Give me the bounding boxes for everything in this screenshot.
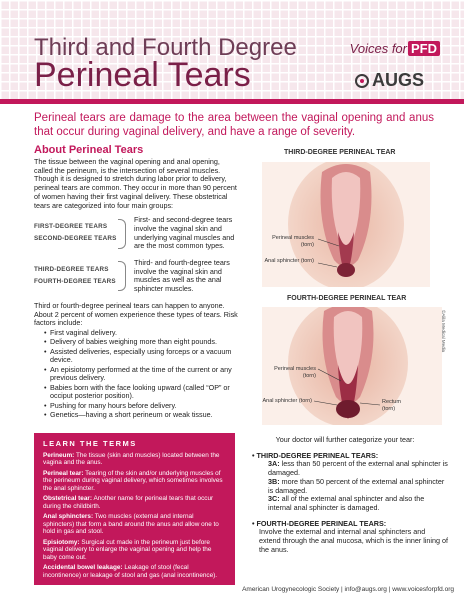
term-item bbox=[43, 495, 226, 510]
bracket bbox=[118, 261, 126, 291]
term-definition: Tearing of the skin and/or underlying muscles of the perineum during vaginal delivery, which sometimes involves the anal sphincter. bbox=[43, 469, 223, 492]
term-item bbox=[43, 564, 226, 579]
degree-group-1 bbox=[34, 216, 239, 251]
pfd-badge: PFD bbox=[408, 41, 440, 56]
title-line-1: Third and Fourth Degree bbox=[34, 34, 297, 61]
bracket bbox=[118, 219, 126, 249]
term-definition: Leakage of stool (fecal incontinence) or leakage of stool and gas (anal incontinence). bbox=[43, 564, 218, 579]
fourth-degree-desc: Involve the external and internal anal sphincters and extend through the anal mucosa, which is the inner lining of the anus. bbox=[259, 527, 448, 554]
term-definition: Another name for perineal tears that occur during the childbirth. bbox=[43, 495, 214, 510]
fourth-degree-label: FOURTH-DEGREE TEARS bbox=[34, 277, 116, 285]
term-name: Obstetrical tear: bbox=[43, 495, 93, 502]
sub-3a-text: less than 50 percent of the external anal sphincter is damaged. bbox=[268, 459, 448, 478]
terms-title: LEARN THE TERMS bbox=[43, 439, 137, 448]
term-item bbox=[43, 452, 226, 467]
about-section bbox=[34, 144, 239, 420]
risk-factor-item: • Delivery of babies weighing more than eight pounds. bbox=[44, 338, 239, 347]
footer-contact: American Urogynecologic Society | info@augs.org | www.voicesforpfd.org bbox=[242, 586, 454, 593]
third-degree-label: THIRD-DEGREE TEARS bbox=[34, 266, 109, 274]
sub-3c-text: all of the external anal sphincter and also the internal anal sphincter is damaged. bbox=[268, 494, 425, 512]
voices-for-pfd-logo bbox=[350, 41, 440, 56]
term-definition: Two muscles (external and internal sphincters) that form a band around the anus and allow one to hold in gas and stool. bbox=[43, 513, 219, 535]
about-paragraph-1: The tissue between the vaginal opening and anal opening, called the perineum, is the intersection of several muscles. Though it is designed to stretch during labor prior to delivery, perineal tears are common. They occur in more than 90 percent of women having their first vaginal delivery. These obstetrical tears are categorized into four main groups: bbox=[34, 157, 237, 210]
fourth-degree-heading: FOURTH-DEGREE PERINEAL TEARS: bbox=[256, 518, 387, 528]
term-name: Episiotomy: bbox=[43, 538, 80, 546]
term-item bbox=[43, 539, 226, 562]
term-item bbox=[43, 513, 226, 536]
risk-factor-item: • An episiotomy performed at the time of the current or any previous delivery. bbox=[44, 366, 239, 383]
term-name: Perineum: bbox=[43, 451, 75, 459]
degree-group-2-desc: Third- and fourth-degree tears involve the vaginal skin and muscles as well as the anal sphincter muscles. bbox=[134, 258, 230, 294]
categorize-section bbox=[252, 436, 448, 561]
intro-text: Perineal tears are damage to the area between the vaginal opening and anus that occur during vaginal delivery, and have a range of severity. bbox=[34, 112, 434, 138]
augs-logo-text: AUGS bbox=[371, 70, 424, 90]
term-name: Anal sphincters: bbox=[43, 513, 94, 520]
fourth-label-anal-sphincter: Anal sphincter (torn) bbox=[262, 398, 312, 404]
term-name: Accidental bowel leakage: bbox=[43, 564, 123, 571]
term-definition: Surgical cut made in the perineum just before vaginal delivery to enlarge the vaginal opening and help the baby come out. bbox=[43, 538, 212, 561]
voices-logo-text: Voices for bbox=[349, 41, 407, 56]
risk-factor-item: • First vaginal delivery. bbox=[44, 329, 239, 338]
augs-logo bbox=[355, 70, 424, 91]
term-name: Perineal tear: bbox=[43, 469, 84, 477]
risk-factor-list bbox=[34, 329, 239, 420]
risk-factor-item: • Genetics—having a short perineum or weak tissue. bbox=[44, 411, 239, 420]
risk-factor-item: • Babies born with the face looking upward (called “OP” or occiput posterior position). bbox=[44, 384, 239, 401]
fourth-label-perineal-muscles: Perineal muscles (torn) bbox=[274, 366, 316, 379]
term-definition: The tissue (skin and muscles) located between the vagina and the anus. bbox=[43, 451, 220, 466]
third-degree-illustration bbox=[262, 162, 430, 287]
title-line-2: Perineal Tears bbox=[34, 56, 251, 94]
image-credit: ©Alila Medical Media bbox=[441, 310, 446, 353]
sub-3b-text: more than 50 percent of the external anal sphincter is damaged. bbox=[268, 476, 445, 495]
sub-3b-label: 3B: bbox=[268, 476, 280, 486]
learn-the-terms-box bbox=[34, 433, 235, 585]
fourth-degree-figure-title: FOURTH-DEGREE PERINEAL TEAR bbox=[287, 295, 407, 302]
degree-group-2 bbox=[34, 259, 239, 294]
first-degree-label: FIRST-DEGREE TEARS bbox=[34, 223, 108, 231]
third-degree-categories: • THIRD-DEGREE PERINEAL TEARS: 3A: less than 50 percent of the external anal sphincter is damaged. 3B: more than 50 percent of the external anal sphincter is damaged. 3C: all of the external anal sphincter and also the internal anal sphincter is damaged. bbox=[252, 450, 448, 512]
sub-3a-label: 3A: bbox=[268, 459, 280, 469]
second-degree-label: SECOND-DEGREE TEARS bbox=[34, 235, 117, 243]
about-paragraph-2: Third or fourth-degree perineal tears can happen to anyone. About 2 percent of women experience these types of tears. Risk factors include: bbox=[34, 300, 238, 328]
sub-3c-label: 3C: bbox=[268, 494, 280, 504]
augs-mark-icon bbox=[355, 74, 369, 88]
third-degree-heading: THIRD-DEGREE PERINEAL TEARS: bbox=[256, 450, 379, 460]
categorize-intro: Your doctor will further categorize your tear: bbox=[275, 435, 415, 444]
fourth-label-rectum: Rectum (torn) bbox=[382, 399, 401, 412]
about-title: About Perineal Tears bbox=[34, 144, 144, 156]
third-label-anal-sphincter: Anal sphincter (torn) bbox=[264, 258, 314, 264]
third-degree-figure-title: THIRD-DEGREE PERINEAL TEAR bbox=[284, 149, 396, 156]
term-item bbox=[43, 470, 226, 493]
degree-group-1-desc: First- and second-degree tears involve the vaginal skin and underlying vaginal muscles and are the most common types. bbox=[134, 215, 235, 251]
fourth-degree-category: • FOURTH-DEGREE PERINEAL TEARS: Involve the external and internal anal sphincters and extend through the anal mucosa, which is the inner lining of the anus. bbox=[252, 518, 448, 554]
third-label-perineal-muscles: Perineal muscles (torn) bbox=[272, 235, 314, 248]
risk-factor-item: • Assisted deliveries, especially using forceps or a vacuum device. bbox=[44, 348, 239, 365]
header-banner bbox=[0, 0, 464, 104]
risk-factor-item: • Pushing for many hours before delivery. bbox=[44, 402, 239, 411]
